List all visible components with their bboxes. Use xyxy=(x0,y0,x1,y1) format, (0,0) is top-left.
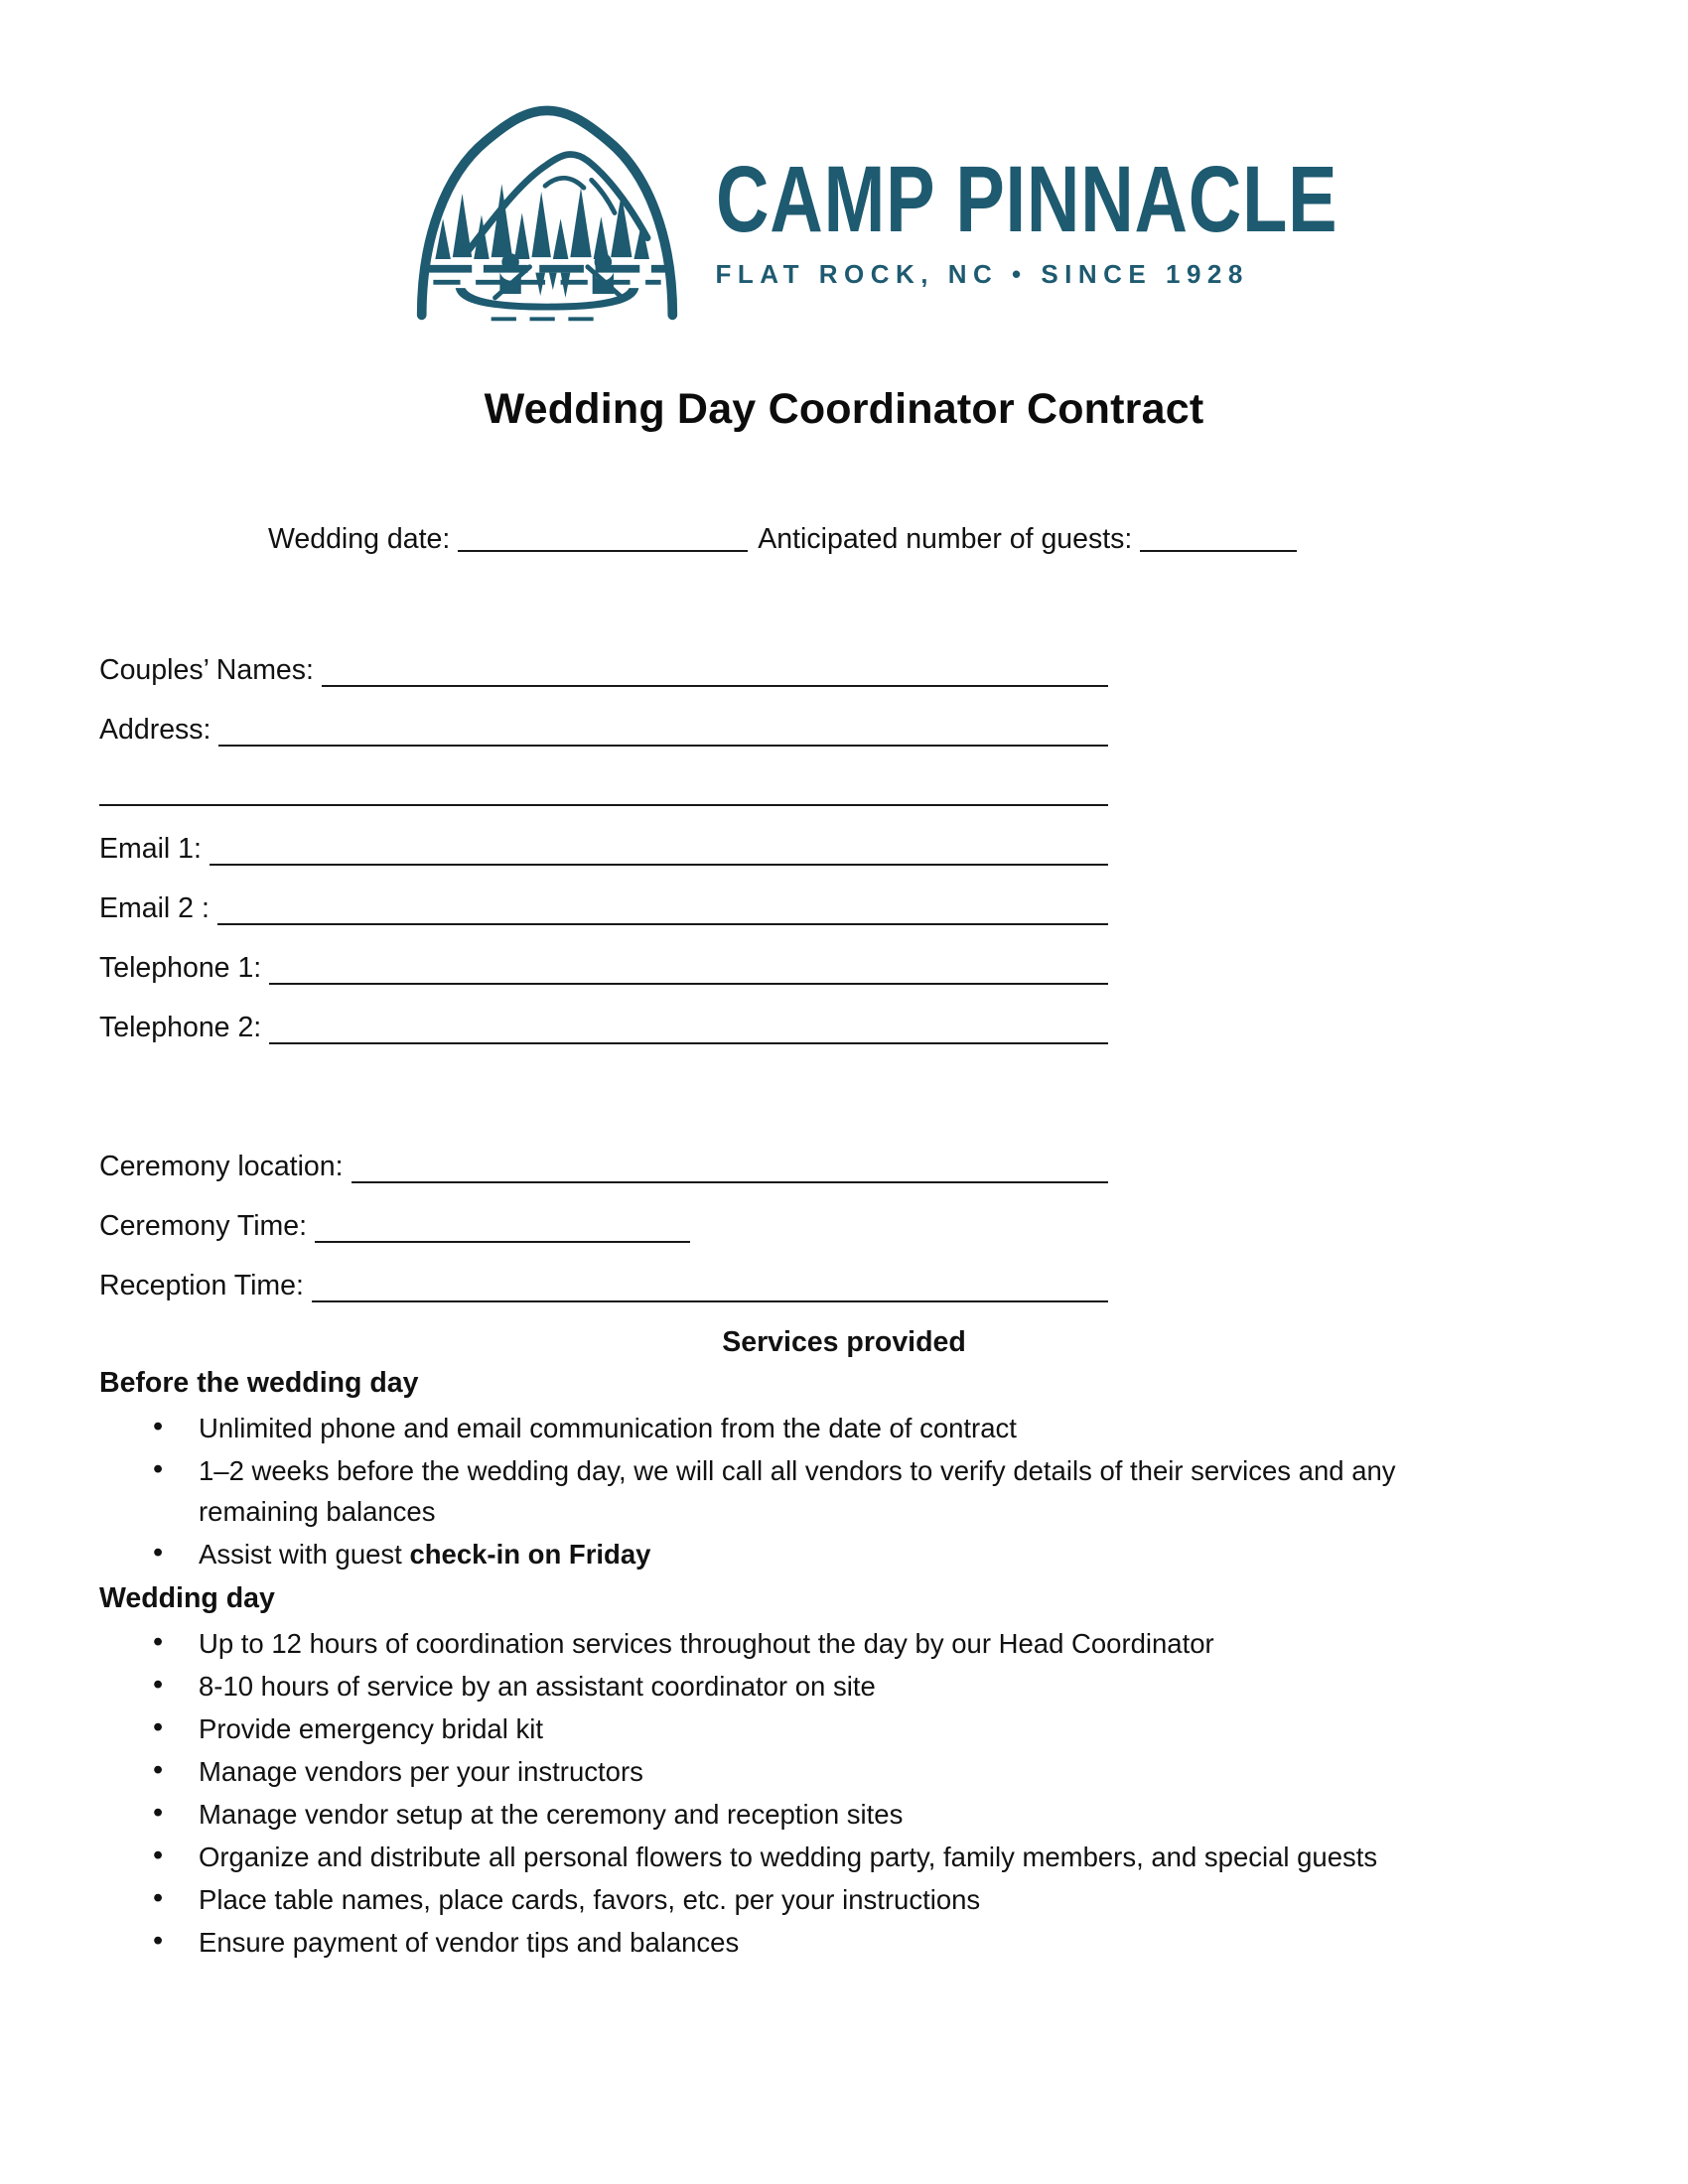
header-fields-row xyxy=(268,523,1688,556)
service-item-text: 8-10 hours of service by an assistant coordinator on site xyxy=(199,1671,876,1702)
service-group-heading: Wedding day xyxy=(99,1582,275,1614)
services-heading: Services provided xyxy=(722,1326,966,1358)
event-fields-group xyxy=(99,1148,1108,1302)
blank-fill-line xyxy=(312,1271,1108,1302)
service-item-text: Provide emergency bridal kit xyxy=(199,1713,543,1744)
field-label: Ceremony Time: xyxy=(99,1210,308,1242)
field-label: Reception Time: xyxy=(99,1270,304,1301)
contact-fields-group xyxy=(99,651,1108,1044)
service-item xyxy=(99,1623,1479,1664)
logo-text xyxy=(715,91,1337,290)
wedding-date-label: Wedding date: xyxy=(268,523,451,555)
field-label: Telephone 1: xyxy=(99,952,262,984)
service-item-text: 1–2 weeks before the wedding day, we will call all vendors to verify details of their services and any remaining balances xyxy=(199,1455,1396,1527)
service-item-text: Manage vendors per your instructors xyxy=(199,1756,643,1787)
form-field-row xyxy=(99,889,1108,925)
service-item-text: Assist with guest xyxy=(199,1539,410,1570)
field-label: Ceremony location: xyxy=(99,1151,344,1182)
logo-tagline: FLAT ROCK, NC • SINCE 1928 xyxy=(715,259,1249,290)
form-field-row xyxy=(99,711,1108,747)
logo-name: CAMP PINNACLE xyxy=(715,147,1337,252)
field-label: Telephone 2: xyxy=(99,1012,262,1043)
service-item xyxy=(99,1708,1479,1749)
services-groups xyxy=(99,1367,1589,1963)
form-field-row xyxy=(99,830,1108,866)
service-item xyxy=(99,1837,1479,1877)
service-items-list xyxy=(99,1623,1589,1963)
guests-blank-line xyxy=(1140,526,1297,552)
blank-fill-line xyxy=(352,1152,1108,1183)
service-item-text: Unlimited phone and email communication from the date of contract xyxy=(199,1413,1017,1443)
form-field-row xyxy=(99,1009,1108,1044)
form-field-row xyxy=(99,1148,1108,1183)
field-label: Address: xyxy=(99,714,211,746)
field-label: Email 2 : xyxy=(99,892,210,924)
service-item-text: Manage vendor setup at the ceremony and reception sites xyxy=(199,1799,904,1830)
service-item xyxy=(99,1666,1479,1706)
blank-fill-line xyxy=(218,715,1108,747)
service-item xyxy=(99,1879,1479,1920)
service-item-text: Ensure payment of vendor tips and balances xyxy=(199,1927,740,1958)
service-item xyxy=(99,1922,1479,1963)
services-section xyxy=(99,1326,1589,1963)
service-item xyxy=(99,1794,1479,1835)
service-item-text: Up to 12 hours of coordination services throughout the day by our Head Coordinator xyxy=(199,1628,1214,1659)
wedding-date-blank-line xyxy=(458,526,748,552)
service-item xyxy=(99,1751,1479,1792)
page-title: Wedding Day Coordinator Contract xyxy=(484,385,1204,433)
blank-fill-line xyxy=(210,834,1108,866)
service-item xyxy=(99,1534,1479,1574)
blank-fill-line xyxy=(322,655,1108,687)
form-field-row xyxy=(99,1267,1108,1302)
field-label: Couples’ Names: xyxy=(99,654,314,686)
service-item xyxy=(99,1450,1479,1532)
form-field-row xyxy=(99,1207,1108,1243)
blank-fill-line xyxy=(269,1013,1108,1044)
form-field-row xyxy=(99,770,1108,806)
blank-fill-line xyxy=(269,953,1108,985)
service-group-heading: Before the wedding day xyxy=(99,1367,419,1399)
lake-canoe-mountains-trees-emblem-icon xyxy=(402,91,692,328)
service-item-bold-text: check-in on Friday xyxy=(409,1539,651,1570)
form-field-row xyxy=(99,949,1108,985)
service-item-text: Place table names, place cards, favors, etc. per your instructions xyxy=(199,1884,981,1915)
blank-fill-line xyxy=(315,1211,690,1243)
field-label: Email 1: xyxy=(99,833,202,865)
form-field-row xyxy=(99,651,1108,687)
service-items-list xyxy=(99,1408,1589,1574)
service-item-text: Organize and distribute all personal flowers to wedding party, family members, and special guests xyxy=(199,1842,1378,1872)
guests-label: Anticipated number of guests: xyxy=(758,523,1133,555)
service-item xyxy=(99,1408,1479,1448)
blank-fill-line xyxy=(99,774,1108,806)
camp-pinnacle-logo xyxy=(0,0,1688,328)
blank-fill-line xyxy=(217,893,1108,925)
